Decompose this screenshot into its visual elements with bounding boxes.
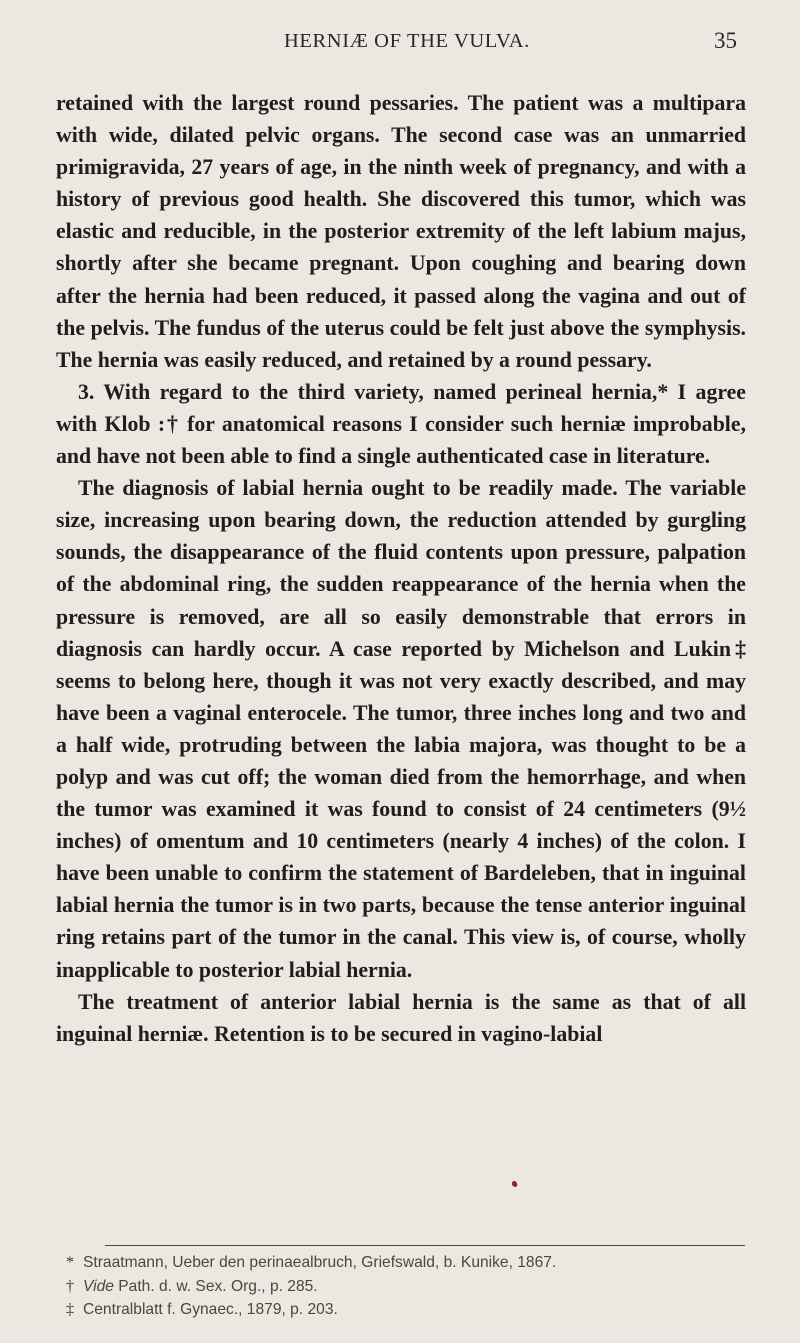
footnote-mark: ‡ (66, 1301, 74, 1318)
paragraph-continuation: retained with the largest round pessaries. The patient was a multipara with wide, dilated pelvic organs. The second case was an unmarried primigravida, 27 years of age, in the ninth week of pregnancy, and with a history of previous good health. She discovered this tumor, which was elastic and reducible, in the posterior extremity of the left labium majus, shortly after she became pregnant. Upon coughing and bearing down after the hernia had been reduced, it passed along the vagina and out of the pelvis. The fundus of the uterus could be felt just above the symphysis. The hernia was easily reduced, and retained by a round pessary. (56, 91, 746, 372)
page-header (0, 30, 800, 64)
footnote-item (57, 1298, 747, 1322)
footnote-text: Straatmann, Ueber den perinaealbruch, Griefswald, b. Kunike, 1867. (83, 1254, 557, 1271)
footnote-italic: Vide (83, 1277, 114, 1295)
footnote-mark: * (66, 1254, 74, 1271)
footnote-mark: † (66, 1277, 74, 1295)
footnote-divider (105, 1245, 745, 1246)
running-title: HERNIÆ OF THE VULVA. (284, 30, 530, 52)
footnote-text: Path. d. w. Sex. Org., p. 285. (113, 1277, 318, 1295)
paragraph-treatment: The treatment of anterior labial hernia is the same as that of all inguinal herniæ. Retention is to be secured in vagino-labial (56, 989, 746, 1046)
footnote-item (57, 1251, 747, 1275)
footnote-text: Centralblatt f. Gynaec., 1879, p. 203. (83, 1301, 338, 1318)
footnote-item (57, 1275, 747, 1299)
page-number: 35 (714, 28, 737, 53)
paragraph-perineal-hernia: 3. With regard to the third variety, named perineal hernia,* I agree with Klob :† for anatomical reasons I consider such herniæ improbable, and have not been able to find a single authenticated case in literature. (56, 379, 746, 469)
ink-spot-mark (511, 1180, 518, 1187)
footnotes (57, 1251, 747, 1322)
paragraph-diagnosis: The diagnosis of labial hernia ought to be readily made. The variable size, increasing upon bearing down, the reduction attended by gurgling sounds, the disappearance of the fluid contents upon pressure, palpation of the abdominal ring, the sudden reappearance of the hernia when the pressure is removed, are all so easily demonstrable that errors in diagnosis can hardly occur. A case reported by Michelson and Lukin‡ seems to belong here, though it was not very exactly described, and may have been a vaginal enterocele. The tumor, three inches long and two and a half wide, protruding between the labia majora, was thought to be a polyp and was cut off; the woman died from the hemorrhage, and when the tumor was examined it was found to consist of 24 centimeters (9½ inches) of omentum and 10 centimeters (nearly 4 inches) of the colon. I have been unable to confirm the statement of Bardeleben, that in inguinal labial hernia the tumor is in two parts, because the tense anterior inguinal ring retains part of the tumor in the canal. This view is, of course, wholly inapplicable to posterior labial hernia. (56, 476, 746, 982)
body-text (56, 87, 746, 1050)
